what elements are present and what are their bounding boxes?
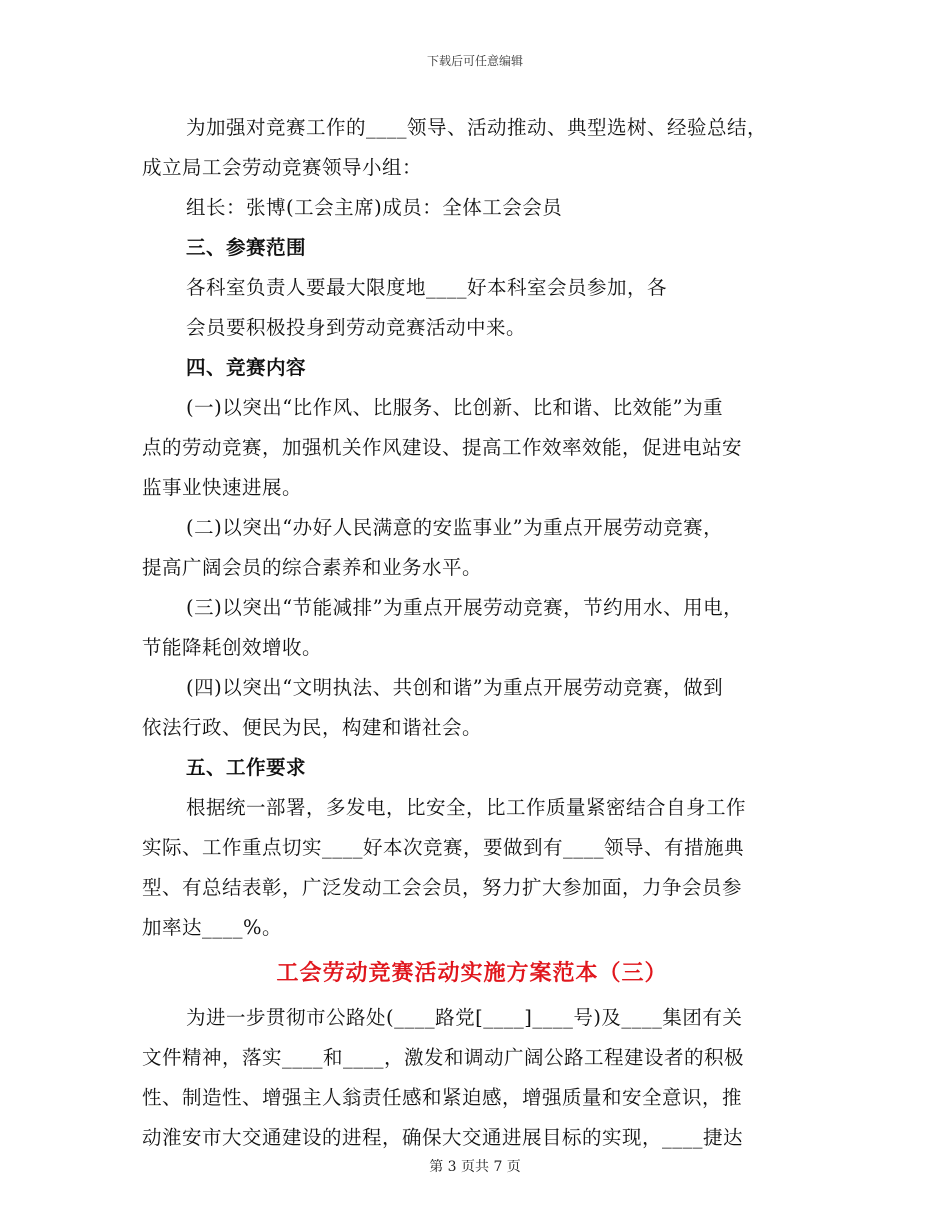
section-heading: 五、工作要求 [186,756,307,779]
paragraph-line: 监事业快速进展。 [142,476,303,499]
page-number: 第 3 页共 7 页 [429,1159,521,1175]
paragraph-line: (一)以突出“比作风、比服务、比创新、比和谐、比效能”为重 [186,396,724,419]
paragraph-line: (二)以突出“办好人民满意的安监事业”为重点开展劳动竞赛， [186,516,724,539]
paragraph-line: 组长：张博(工会主席)成员：全体工会会员 [186,196,563,219]
paragraph-line: 依法行政、便民为民，构建和谐社会。 [142,716,483,739]
paragraph-line: (三)以突出“节能减排”为重点开展劳动竞赛，节约用水、用电， [186,596,744,619]
section-heading: 三、参赛范围 [186,236,307,259]
document-body [142,108,802,1158]
paragraph-line: 为加强对竞赛工作的____领导、活动推动、典型选树、经验总结， [186,116,768,139]
paragraph-line: 点的劳动竞赛，加强机关作风建设、提高工作效率效能，促进电站安 [142,436,743,459]
paragraph-line: 根据统一部署，多发电，比安全，比工作质量紧密结合自身工作 [186,796,747,819]
paragraph-line: 提高广阔会员的综合素养和业务水平。 [142,556,483,579]
paragraph-line: 各科室负责人要最大限度地____好本科室会员参加，各 [186,276,668,299]
paragraph-line: 成立局工会劳动竞赛领导小组： [142,156,423,179]
paragraph-line: 加率达____%。 [142,916,283,939]
paragraph-line: 动淮安市大交通建设的进程，确保大交通进展目标的实现，____捷达 [142,1126,744,1149]
paragraph-line: 节能降耗创效增收。 [142,636,323,659]
paragraph-line: (四)以突出“文明执法、共创和谐”为重点开展劳动竞赛，做到 [186,676,724,699]
paragraph-line: 实际、工作重点切实____好本次竞赛，要做到有____领导、有措施典 [142,836,745,859]
document-title: 工会劳动竞赛活动实施方案范本（三） [276,960,668,986]
paragraph-line: 型、有总结表彰，广泛发动工会会员，努力扩大参加面，力争会员参 [142,876,743,899]
paragraph-line: 为进一步贯彻市公路处(____路党[____]____号)及____集团有关 [186,1006,743,1029]
section-heading: 四、竞赛内容 [186,356,307,379]
paragraph-line: 文件精神，落实____和____，激发和调动广阔公路工程建设者的积极 [142,1046,745,1069]
page-header: 下载后可任意编辑 [426,54,523,68]
paragraph-line: 性、制造性、增强主人翁责任感和紧迫感，增强质量和安全意识，推 [142,1086,743,1109]
paragraph-line: 会员要积极投身到劳动竞赛活动中来。 [186,316,527,339]
